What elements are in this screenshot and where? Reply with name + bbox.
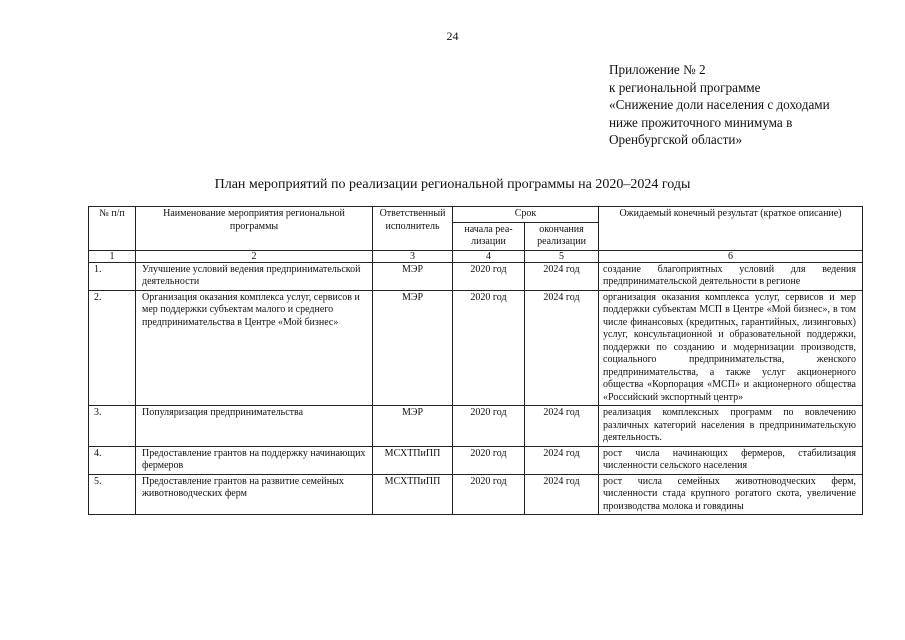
row-result: создание благоприятных условий для ведения предпринимательской деятельности в регионе: [599, 262, 863, 290]
row-num: 1.: [89, 262, 136, 290]
row-num: 2.: [89, 290, 136, 406]
table-row: [89, 262, 863, 290]
row-end: 2024 год: [525, 290, 599, 406]
row-responsible: МЭР: [373, 262, 453, 290]
row-num: 5.: [89, 474, 136, 515]
row-num: 3.: [89, 406, 136, 447]
row-responsible: МЭР: [373, 406, 453, 447]
row-start: 2020 год: [453, 406, 525, 447]
column-number: 3: [373, 250, 453, 262]
row-end: 2024 год: [525, 262, 599, 290]
row-result: организация оказания комплекса услуг, сервисов и мер поддержки субъектам МСП в Центре «Мой бизнес», в том числе финансовых (кредитных, гарантийных, лизинговых) услуг, консультационной и образовательной поддержки, поддержки по созданию и модернизации производств, социального предпринимательства, женского предпринимательства, а также услуг акционерного общества «Корпорация «МСП» и акционерного общества «Российский экспортный центр»: [599, 290, 863, 406]
row-end: 2024 год: [525, 474, 599, 515]
column-number: 4: [453, 250, 525, 262]
table-row: [89, 290, 863, 406]
header-end: окончания реализации: [525, 222, 599, 250]
row-start: 2020 год: [453, 290, 525, 406]
row-responsible: МСХТПиПП: [373, 446, 453, 474]
row-name: Предоставление грантов на поддержку начинающих фермеров: [136, 446, 373, 474]
row-result: рост числа семейных животноводческих ферм, численности стада крупного рогатого скота, увеличение производства молока и говядины: [599, 474, 863, 515]
appendix-line: «Снижение доли населения с доходами: [609, 97, 830, 112]
row-name: Предоставление грантов на развитие семейных животноводческих ферм: [136, 474, 373, 515]
row-responsible: МЭР: [373, 290, 453, 406]
plan-table: [88, 206, 863, 515]
row-start: 2020 год: [453, 446, 525, 474]
row-name: Организация оказания комплекса услуг, сервисов и мер поддержки субъектам малого и среднего предпринимательства в Центре «Мой бизнес»: [136, 290, 373, 406]
row-end: 2024 год: [525, 446, 599, 474]
header-term: Срок: [453, 207, 599, 223]
appendix-line: Оренбургской области»: [609, 132, 743, 147]
header-responsible: Ответственный исполнитель: [373, 207, 453, 251]
table-row: [89, 406, 863, 447]
column-number: 2: [136, 250, 373, 262]
document-title: План мероприятий по реализации региональной программы на 2020–2024 годы: [214, 177, 691, 192]
row-start: 2020 год: [453, 474, 525, 515]
column-number: 1: [89, 250, 136, 262]
row-result: реализация комплексных программ по вовлечению различных категорий населения в предпринимательскую деятельность.: [599, 406, 863, 447]
appendix-line: Приложение № 2: [609, 62, 706, 77]
column-number: 5: [525, 250, 599, 262]
page-number: 24: [446, 29, 459, 43]
appendix-header: [609, 61, 830, 149]
row-start: 2020 год: [453, 262, 525, 290]
table-header-row: [89, 207, 863, 223]
row-name: Улучшение условий ведения предпринимательской деятельности: [136, 262, 373, 290]
column-number: 6: [599, 250, 863, 262]
row-name: Популяризация предпринимательства: [136, 406, 373, 447]
header-num: № п/п: [89, 207, 136, 251]
table-row: [89, 474, 863, 515]
row-responsible: МСХТПиПП: [373, 474, 453, 515]
header-start: начала реа-лизации: [453, 222, 525, 250]
row-result: рост числа начинающих фермеров, стабилизация численности сельского населения: [599, 446, 863, 474]
table-row: [89, 446, 863, 474]
header-name: Наименование мероприятия региональной программы: [136, 207, 373, 251]
header-result: Ожидаемый конечный результат (краткое описание): [599, 207, 863, 251]
column-number-row: [89, 250, 863, 262]
row-num: 4.: [89, 446, 136, 474]
appendix-line: к региональной программе: [609, 79, 761, 95]
appendix-line: ниже прожиточного минимума в: [609, 114, 793, 130]
row-end: 2024 год: [525, 406, 599, 447]
